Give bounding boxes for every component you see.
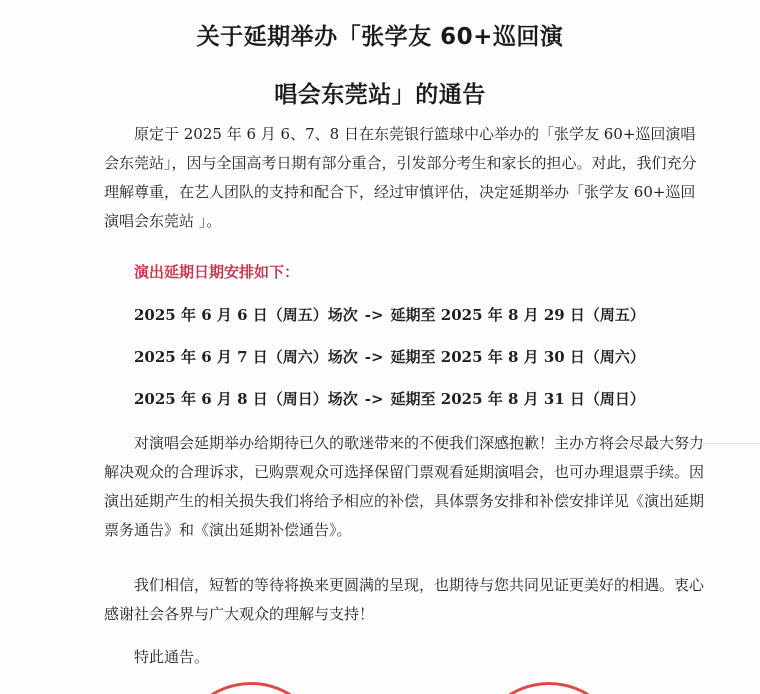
closing-paragraph: 我们相信，短暂的等待将换来更圆满的呈现，也期待与您共同见证更美好的相遇。衷心感谢社会各界与广大观众的理解与支持！ <box>104 576 705 623</box>
schedule-new-date: 延期至 2025 年 8 月 30 日（周六） <box>390 348 645 366</box>
schedule-row <box>134 301 645 330</box>
intro-paragraph: 原定于 2025 年 6 月 6、7、8 日在东莞银行篮球中心举办的「张学友 60+巡回演唱会东莞站」，因与全国高考日期有部分重合，引发部分考生和家长的担心。对此，我们充分理解尊重，在艺人团队的支持和配合下，经过审慎评估，决定延期举办「张学友 60+巡回演唱会东莞站 」。 <box>104 125 697 230</box>
schedule-row <box>134 385 645 414</box>
notice-title-line-1: 关于延期举办「张学友 60+巡回演 <box>196 24 564 50</box>
schedule-original-date: 2025 年 6 月 8 日（周日）场次 <box>134 390 358 408</box>
apology-paragraph: 对演唱会延期举办给期待已久的歌迷带来的不便我们深感抱歉！主办方将会尽最大努力解决观众的合理诉求，已购票观众可选择保留门票观看延期演唱会，也可办理退票手续。因演出延期产生的相关损失我们将给予相应的补偿，具体票务安排和补偿安排详见《演出延期票务通告》和《演出延期补偿通告》。 <box>104 434 705 539</box>
sign-off: 特此通告。 <box>134 648 210 666</box>
schedule-arrow: -> <box>364 390 384 408</box>
notice-title-line-2: 唱会东莞站」的通告 <box>274 82 486 108</box>
scan-artifact-line <box>648 443 760 444</box>
schedule-arrow: -> <box>364 306 384 324</box>
schedule-new-date: 延期至 2025 年 8 月 31 日（周日） <box>390 390 645 408</box>
schedule-new-date: 延期至 2025 年 8 月 29 日（周五） <box>390 306 645 324</box>
official-seal-left <box>176 682 326 694</box>
schedule-row <box>134 343 645 372</box>
schedule-original-date: 2025 年 6 月 7 日（周六）场次 <box>134 348 358 366</box>
schedule-original-date: 2025 年 6 月 6 日（周五）场次 <box>134 306 358 324</box>
schedule-heading: 演出延期日期安排如下： <box>134 263 300 281</box>
official-seal-right <box>474 682 624 694</box>
schedule-arrow: -> <box>364 348 384 366</box>
